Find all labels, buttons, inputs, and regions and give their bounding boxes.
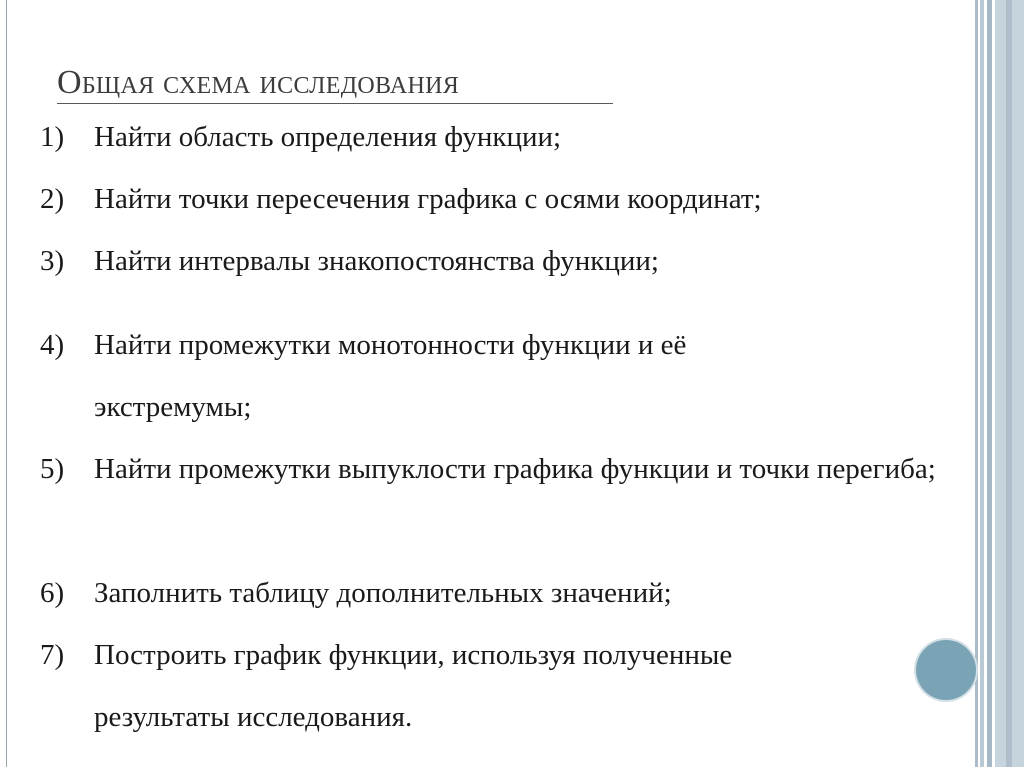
slide-title: Общая схема исследования <box>57 64 460 101</box>
list-item-text: Найти промежутки выпуклости графика функции и точки перегиба; <box>94 453 936 485</box>
list-item-number: 7) <box>40 639 65 671</box>
list-item <box>40 314 800 438</box>
title-underline <box>57 103 613 104</box>
list-item-number: 4) <box>40 329 65 361</box>
list-item-text: Найти область определения функции; <box>94 121 562 153</box>
decorative-stripe <box>980 0 984 767</box>
decorative-stripe <box>975 0 978 767</box>
decorative-stripe <box>1006 0 1012 767</box>
list-item <box>40 624 860 748</box>
list-item-number: 6) <box>40 577 65 609</box>
list-item <box>40 230 965 292</box>
list-item-number: 2) <box>40 183 65 215</box>
list-item-text: Найти промежутки монотонности функции и её экстремумы; <box>94 329 687 423</box>
list-item <box>40 106 965 168</box>
list-item-number: 1) <box>40 121 65 153</box>
list-item-text: Заполнить таблицу дополнительных значений; <box>94 577 672 609</box>
list-item-text: Построить график функции, используя полученные результаты исследования. <box>94 639 733 733</box>
list-item-number: 3) <box>40 245 65 277</box>
list-item-text: Найти точки пересечения графика с осями координат; <box>94 183 762 215</box>
left-frame-line <box>6 0 7 767</box>
list-item <box>40 438 955 500</box>
list-item <box>40 168 965 230</box>
list-item-number: 5) <box>40 453 65 485</box>
circle-decoration-icon <box>916 640 976 700</box>
list-item-text: Найти интервалы знакопостоянства функции; <box>94 245 659 277</box>
list-item <box>40 562 965 624</box>
decorative-stripe <box>987 0 992 767</box>
